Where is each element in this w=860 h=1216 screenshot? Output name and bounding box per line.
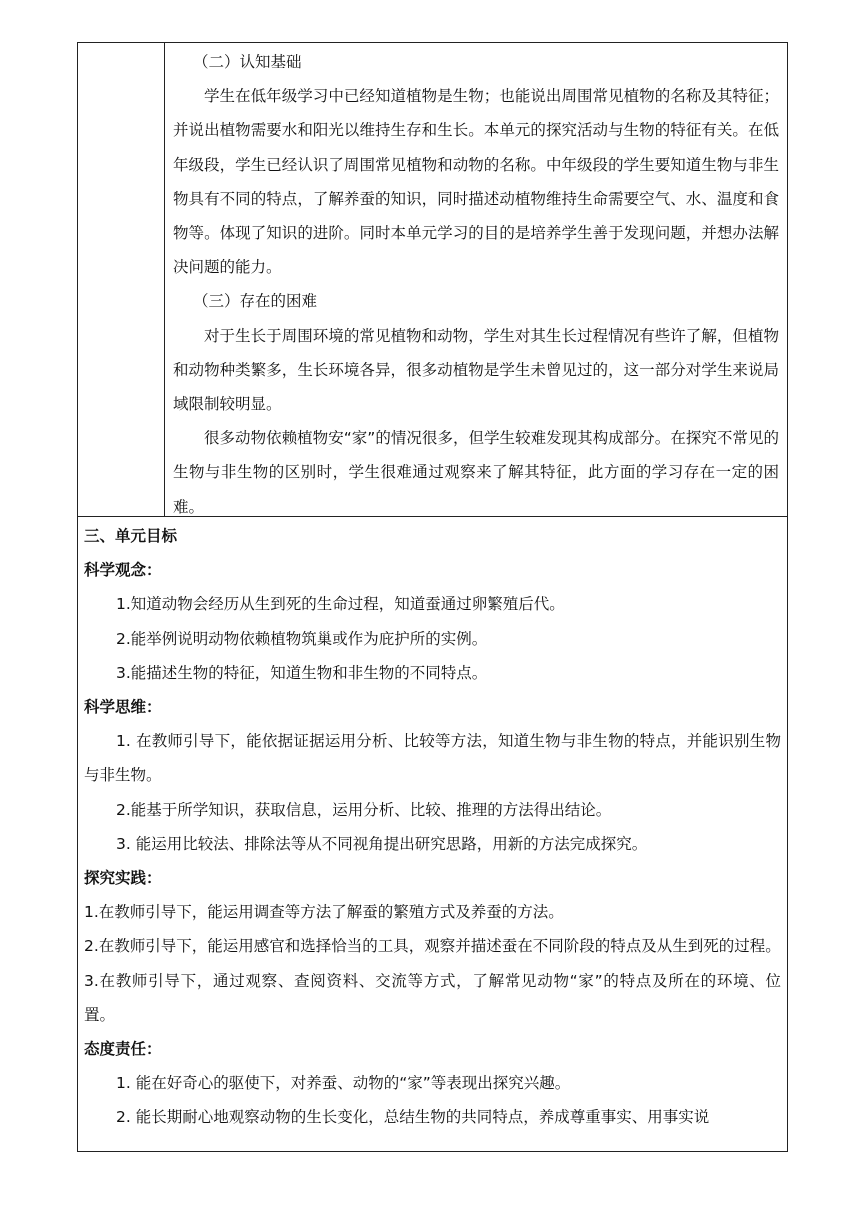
goal-item: 3.能描述生物的特征，知道生物和非生物的不同特点。 bbox=[116, 663, 488, 682]
goal-item: 3. 能运用比较法、排除法等从不同视角提出研究思路，用新的方法完成探究。 bbox=[116, 834, 648, 853]
goal-item: 1.在教师引导下，能运用调查等方法了解蚕的繁殖方式及养蚕的方法。 bbox=[84, 903, 564, 922]
goal-item: 3.在教师引导下，通过观察、查阅资料、交流等方式，了解常见动物“家”的特点及所在的环境、位置。 bbox=[84, 971, 781, 1024]
table-row bbox=[78, 43, 787, 517]
goal-item: 2.能基于所学知识，获取信息，运用分析、比较、推理的方法得出结论。 bbox=[116, 800, 612, 819]
cognitive-paragraph: 学生在低年级学习中已经知道植物是生物；也能说出周围常见植物的名称及其特征；并说出植物需要水和阳光以维持生存和生长。本单元的探究活动与生物的特征有关。在低年级段，学生已经认识了周围常见植物和动物的名称。中年级段的学生要知道生物与非生物具有不同的特点，了解养蚕的知识，同时描述动植物维持生命需要空气、水、温度和食物等。体现了知识的进阶。同时本单元学习的目的是培养学生善于发现问题，并想办法解决问题的能力。 bbox=[173, 87, 779, 277]
cognitive-heading: （二）认知基础 bbox=[193, 53, 302, 71]
goal-item: 1. 在教师引导下，能依据证据运用分析、比较等方法，知道生物与非生物的特点，并能识别生物与非生物。 bbox=[84, 732, 781, 785]
goal-item: 1.知道动物会经历从生到死的生命过程，知道蚕通过卵繁殖后代。 bbox=[116, 595, 565, 614]
goal-item: 2.在教师引导下，能运用感官和选择恰当的工具，观察并描述蚕在不同阶段的特点及从生到死的过程。 bbox=[84, 937, 781, 956]
unit-goals-cell bbox=[78, 517, 787, 1151]
goal-item: 2.能举例说明动物依赖植物筑巢或作为庇护所的实例。 bbox=[116, 629, 488, 648]
document-table bbox=[77, 42, 788, 1152]
science-thinking-heading: 科学思维： bbox=[84, 698, 162, 717]
unit-goals-title: 三、单元目标 bbox=[84, 527, 178, 545]
difficulty-paragraph: 对于生长于周围环境的常见植物和动物，学生对其生长过程情况有些许了解，但植物和动物种类繁多，生长环境各异，很多动植物是学生未曾见过的，这一部分对学生来说局域限制较明显。 bbox=[173, 326, 779, 414]
attitude-responsibility-heading: 态度责任： bbox=[84, 1040, 162, 1059]
goal-item: 2. 能长期耐心地观察动物的生长变化，总结生物的共同特点，养成尊重事实、用事实说 bbox=[116, 1108, 710, 1127]
empty-label-cell bbox=[78, 43, 165, 516]
analysis-cell bbox=[165, 43, 787, 516]
inquiry-practice-heading: 探究实践： bbox=[84, 869, 162, 888]
difficulty-paragraph: 很多动物依赖植物安“家”的情况很多，但学生较难发现其构成部分。在探究不常见的生物与非生物的区别时，学生很难通过观察来了解其特征，此方面的学习存在一定的困难。 bbox=[173, 429, 779, 516]
difficulty-heading: （三）存在的困难 bbox=[193, 292, 318, 311]
science-concepts-heading: 科学观念： bbox=[84, 561, 162, 580]
goal-item: 1. 能在好奇心的驱使下，对养蚕、动物的“家”等表现出探究兴趣。 bbox=[116, 1074, 571, 1093]
